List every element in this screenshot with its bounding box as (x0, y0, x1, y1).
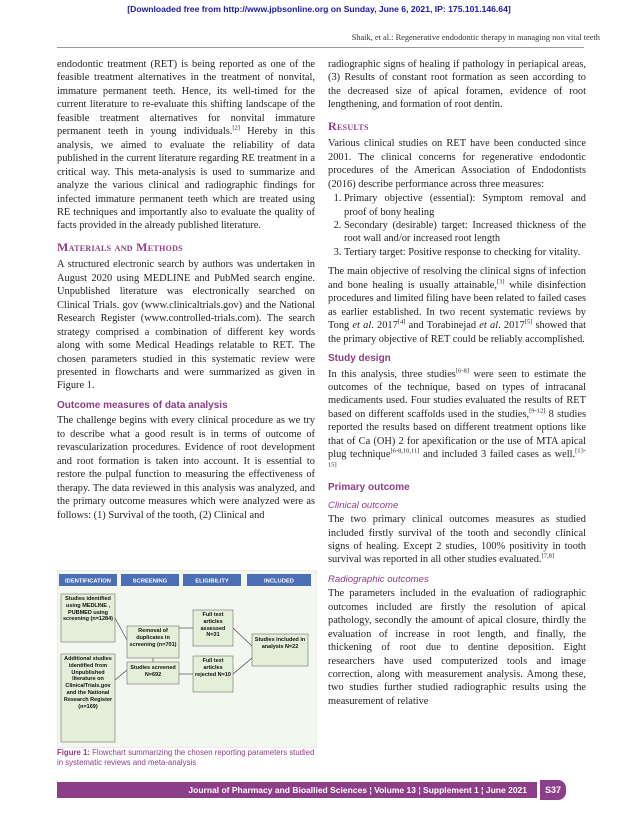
study-design-paragraph: In this analysis, three studies[6-8] were seen to estimate the outcomes of the technique, based on types of intracanal medicaments used. Four studies evaluated the results of RET based on different scaffolds used in the studies,[9-12] 8 studies reported the results based on different treatment options like that of Ca (OH) 2 for apexification or the use of MTA apical plug technique[6-8,10,11] and included 3 failed cases as well.[13-15] (328, 367, 587, 469)
figure-caption: Figure 1: Flowchart summarizing the chosen reporting parameters studied in systematic reviews and meta-analysis (57, 748, 315, 767)
objectives-list (328, 192, 586, 259)
header-included: INCLUDED (264, 578, 294, 585)
primary-outcome-heading: Primary outcome (328, 482, 410, 494)
right-column (328, 58, 586, 714)
box-fulltext-rejected-text: Full text articles rejected N=10 (195, 658, 231, 678)
header-eligibility: ELIGIBILITY (195, 578, 229, 585)
download-banner: [Downloaded free from http://www.jpbsonline.org on Sunday, June 6, 2021, IP: 175.101.146.64] (127, 4, 511, 14)
box-included-text: Studies included in analysis N=22 (254, 637, 306, 650)
header-identification: IDENTIFICATION (65, 578, 111, 585)
box-fulltext-assessed-text: Full text articles assessed N=31 (200, 612, 226, 639)
figure-1-flowchart (57, 570, 317, 748)
intro-paragraph: endodontic treatment (RET) is being reported as one of the feasible treatment alternatives in the treatment of nonvital, immature permanent teeth. Hence, its well-timed for the current literature to re-evaluate this shifting landscape of the feasible treatment alternatives for nonvital immature permanent teeth in young individuals.[2] Hereby in this analysis, we aimed to evaluate the reliability of data published in the current literature regarding RE treatment in a critical way. This meta-analysis is used to summarize and analyze the various clinical and radiographic findings for infected immature permanent teeth which are treated using RE techniques and importantly also to evaluate the quality of facts provided in the already published literature. (57, 59, 315, 232)
materials-methods-heading: Materials and Methods (57, 239, 183, 254)
box-identified-text: Studies identified using MEDLINE , PUBMED using screening (n=1284) (63, 596, 113, 623)
header-rule (57, 47, 584, 48)
page-number: S37 (540, 780, 566, 800)
clinical-outcome-heading: Clinical outcome (328, 499, 399, 511)
results-heading: Results (328, 118, 369, 133)
box-removal-text: Removal of duplicates in screening (n=701) (129, 628, 177, 648)
clinical-outcome-paragraph: The two primary clinical outcomes measures as studied included firstly survival of the tooth and secondly clinical signs of healing. Except 2 studies, 100% positivity in tooth survival was reported in all other studies evaluated.[7,8] (328, 514, 586, 566)
radiographic-outcomes-heading: Radiographic outcomes (328, 573, 429, 585)
list-item: 3. Tertiary target: Positive response to checking for vitality. (344, 246, 586, 259)
main-objective-paragraph: The main objective of resolving the clinical signs of infection and bone healing is usually attainable,[3] while disinfection procedures and limited filing have been related to failed cases as earlier established. In two recent systematic reviews by Tong et al. 2017[4] and Torabinejad et al. 2017[5] showed that the primary objective of RET could be reliably accomplished. (328, 266, 587, 345)
list-item: 2. Secondary (desirable) target: Increased thickness of the root wall and/or increased root length (344, 219, 586, 246)
left-column (57, 58, 315, 528)
box-screened-text: Studies screened N=692 (130, 665, 176, 678)
results-paragraph: Various clinical studies on RET have been conducted since 2001. The clinical concerns for regenerative endodontic procedures of the American Association of Endodontists (2016) describe performance across three measures: (328, 138, 586, 190)
methods-paragraph: A structured electronic search by authors was undertaken in August 2020 using MEDLINE and PubMed search engine. Unpublished literature was electronically searched on Clinical Trials. gov (www.clinicaltrials.gov) and the National Research Register (www.controlled-trials.com). The search strategy comprised a combination of different key words along with some Medical Headings relatable to RET. The chosen parameters studied in this systematic review were presented in flowcharts and were summarized as given in Figure 1. (57, 259, 315, 392)
outcome-measures-heading: Outcome measures of data analysis (57, 399, 228, 411)
journal-footer: Journal of Pharmacy and Bioallied Sciences ¦ Volume 13 ¦ Supplement 1 ¦ June 2021 (57, 782, 537, 798)
radiographic-outcomes-paragraph: The parameters included in the evaluation of radiographic outcomes included are firstly the resolution of apical pathology, secondly the amount of apical closure, thirdly the evaluation of increase in root length, and finally, the thickening of root due to dentine deposition. Eight researchers have used computerized tools and image correction, along with measurement analysis. Among these, two studies further studied radiographic results using the measurement of relative (328, 588, 586, 707)
box-additional-text: Additional studies identified from Unpublished literature on ClinicalTrials.gov and the National Research Register (n=169) (63, 656, 113, 710)
flowchart-headers (59, 574, 311, 586)
outcome-paragraph: The challenge begins with every clinical procedure as we try to describe what a good result is in terms of outcome of revascularization procedures. Evidence of root development and root formation is taken into account. It is essential to restore the pulpal function to measuring the effectiveness of therapy. The data reviewed in this analysis was analyzed, and the primary outcome measures which were analyzed were as follows: (1) Survival of the tooth, (2) Clinical and (57, 415, 315, 521)
radiographic-signs-paragraph: radiographic signs of healing if pathology in periapical areas, (3) Results of constant root formation as seen according to the decreased size of apical foramen, evidence of root lengthening, and formation of root dentin. (328, 59, 586, 111)
study-design-heading: Study design (328, 353, 391, 365)
running-head: Shaik, et al.: Regenerative endodontic therapy in managing non vital teeth (351, 33, 600, 42)
header-screening: SCREENING (132, 578, 168, 585)
list-item: 1. Primary objective (essential): Symptom removal and proof of bony healing (344, 192, 586, 219)
